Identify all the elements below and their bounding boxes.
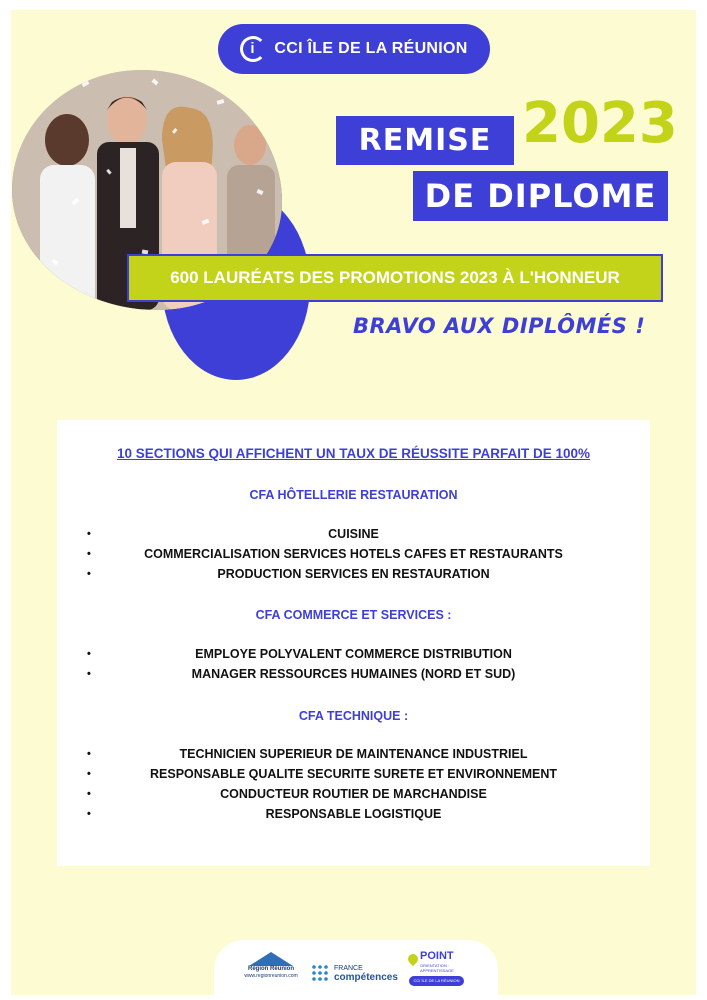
bravo-tagline: BRAVO AUX DIPLÔMÉS ! (353, 314, 646, 338)
list-item: • COMMERCIALISATION SERVICES HOTELS CAFES ET RESTAURANTS (57, 544, 650, 564)
list-item: • TECHNICIEN SUPERIEUR DE MAINTENANCE INDUSTRIEL (57, 744, 650, 764)
point-orientation-logo: POINT ORIENTATION · APPRENTISSAGE CCI ÎLE DE LA RÉUNION (406, 950, 468, 992)
bullet-icon: • (87, 568, 91, 580)
laureats-banner: 600 LAURÉATS DES PROMOTIONS 2023 À L'HONNEUR (127, 254, 663, 302)
list-item: • RESPONSABLE QUALITE SECURITE SURETE ET ENVIRONNEMENT (57, 764, 650, 784)
mountain-icon (249, 952, 293, 966)
bullet-icon: • (87, 648, 91, 660)
bullet-icon: • (87, 548, 91, 560)
section-list-technique (57, 744, 650, 824)
title-remise: REMISE (336, 116, 514, 165)
bullet-icon: • (87, 748, 91, 760)
cci-logo-icon (240, 36, 266, 62)
list-item: • RESPONSABLE LOGISTIQUE (57, 804, 650, 824)
cci-header-badge (218, 24, 490, 74)
list-item: • CONDUCTEUR ROUTIER DE MARCHANDISE (57, 784, 650, 804)
france-competences-logo: FRANCE compétences (310, 960, 402, 986)
cci-header-label: CCI ÎLE DE LA RÉUNION (274, 40, 468, 57)
bullet-icon: • (87, 808, 91, 820)
list-item: • EMPLOYE POLYVALENT COMMERCE DISTRIBUTION (57, 644, 650, 664)
list-item: • MANAGER RESSOURCES HUMAINES (NORD ET SUD) (57, 664, 650, 684)
section-title-commerce: CFA COMMERCE ET SERVICES : (255, 608, 452, 622)
title-year: 2023 (522, 91, 678, 156)
bullet-icon: • (87, 788, 91, 800)
bullet-icon: • (87, 768, 91, 780)
location-pin-icon (406, 952, 420, 966)
partner-logos-footer (214, 940, 498, 1000)
card-headline: 10 SECTIONS QUI AFFICHENT UN TAUX DE RÉUSSITE PARFAIT DE 100% (116, 446, 591, 461)
section-list-hotellerie (57, 524, 650, 584)
region-reunion-logo: Région Réunion www.regionreunion.com (240, 952, 302, 988)
list-item: • CUISINE (57, 524, 650, 544)
sections-card (57, 420, 650, 866)
section-list-commerce (57, 644, 650, 684)
list-item: • PRODUCTION SERVICES EN RESTAURATION (57, 564, 650, 584)
bullet-icon: • (87, 528, 91, 540)
title-de-diplome: DE DIPLOME (413, 171, 668, 221)
section-title-hotellerie: CFA HÔTELLERIE RESTAURATION (249, 488, 458, 502)
section-title-technique: CFA TECHNIQUE : (298, 709, 409, 723)
bullet-icon: • (87, 668, 91, 680)
dots-grid-icon (310, 963, 330, 983)
